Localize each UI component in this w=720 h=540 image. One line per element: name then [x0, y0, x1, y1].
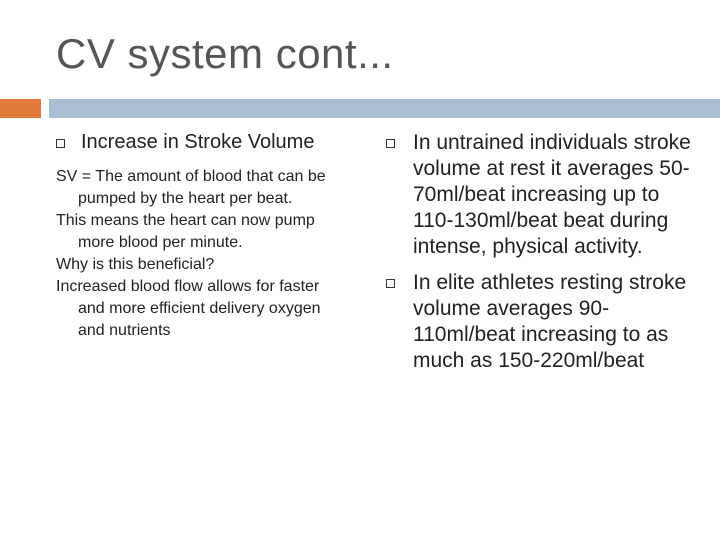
right-bullet-text: In elite athletes resting stroke volume averages 90-110ml/beat increasing to as much as 150-220ml/beat [413, 271, 687, 372]
left-paragraph-list [56, 166, 346, 342]
left-paragraph: SV = The amount of blood that can be pumped by the heart per beat. [56, 168, 326, 207]
title-divider-bar [49, 99, 720, 118]
square-bullet-icon [386, 139, 395, 148]
left-bullet-item [56, 130, 346, 154]
left-column [56, 130, 346, 342]
left-paragraph: Why is this beneficial? [56, 256, 215, 273]
square-bullet-icon [56, 139, 65, 148]
slide-title: CV system cont... [56, 30, 394, 77]
right-bullet-item [386, 130, 696, 260]
left-bullet-text: Increase in Stroke Volume [81, 131, 315, 153]
right-bullet-item [386, 270, 696, 374]
left-paragraph: This means the heart can now pump more blood per minute. [56, 212, 315, 251]
accent-bar [0, 99, 41, 118]
left-paragraph: Increased blood flow allows for faster and more efficient delivery oxygen and nutrients [56, 278, 321, 339]
right-bullet-text: In untrained individuals stroke volume at rest it averages 50-70ml/beat increasing up to 110-130ml/beat beat during intense, physical activity. [413, 131, 691, 258]
square-bullet-icon [386, 279, 395, 288]
right-column [386, 130, 696, 384]
